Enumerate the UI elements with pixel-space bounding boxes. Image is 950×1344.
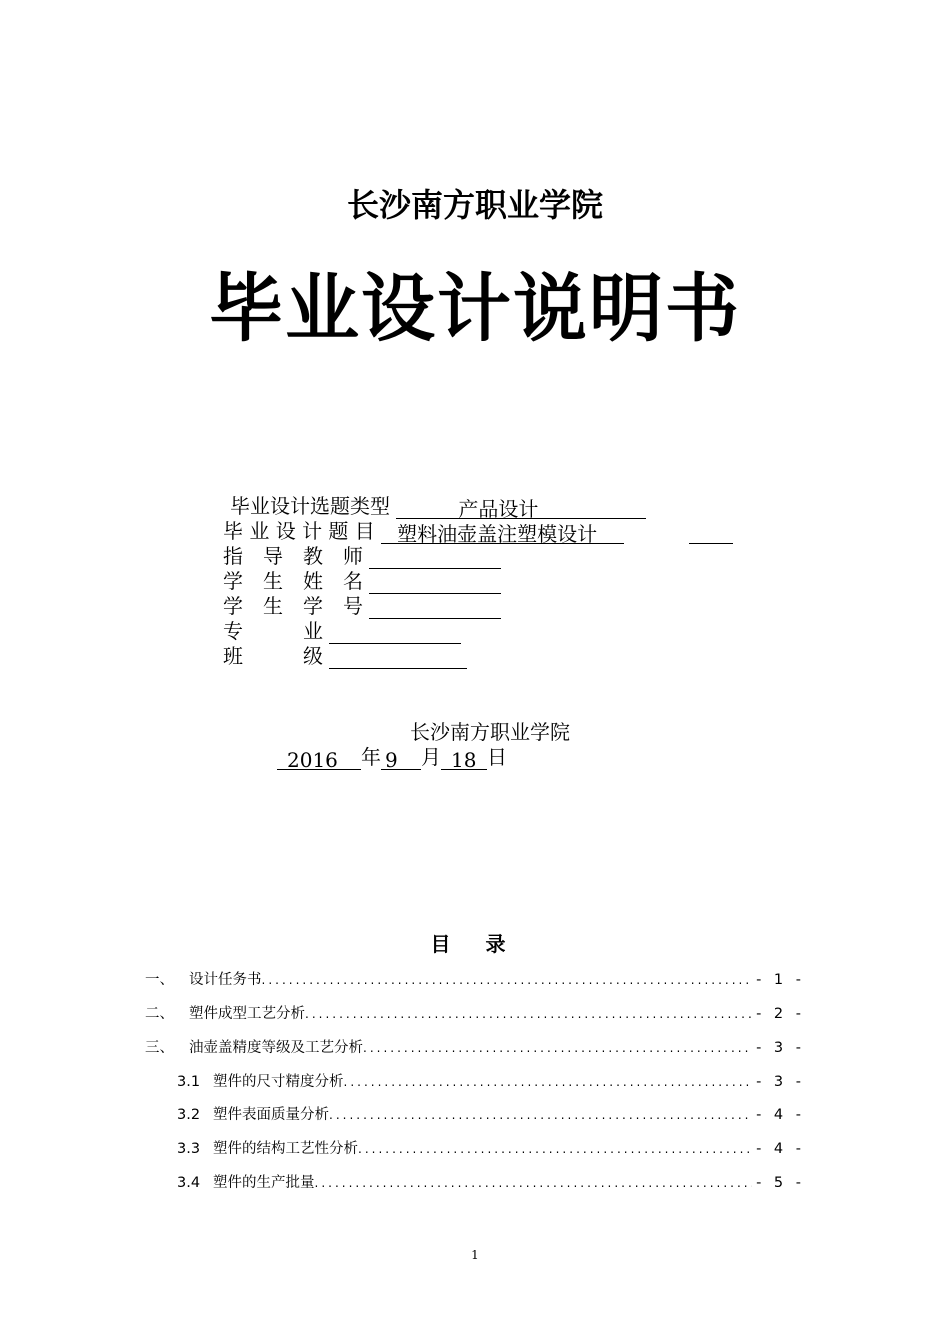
topic-field: [381, 522, 624, 544]
toc-title: 目 录: [430, 932, 520, 956]
toc-item[interactable]: [177, 1137, 805, 1158]
toc-dot-leader: [262, 973, 753, 987]
toc-item-text: 塑件表面质量分析: [213, 1107, 329, 1123]
major-field: [329, 622, 461, 644]
class-field: [329, 647, 467, 669]
toc-dot-leader: [363, 1041, 752, 1055]
toc-dot-leader: [315, 1176, 753, 1190]
info-row-teacher: [223, 544, 501, 569]
page-number: 1: [471, 1248, 479, 1262]
toc-item-number: 3.3: [177, 1141, 201, 1157]
info-row-id: [223, 594, 501, 619]
toc-item[interactable]: [145, 1002, 805, 1023]
teacher-label: 指 导 教 师: [223, 544, 363, 568]
toc-item-page: - 5 -: [756, 1175, 805, 1191]
year-value: 2016: [287, 748, 338, 772]
day-field: [441, 748, 487, 770]
toc-dot-leader: [358, 1142, 752, 1156]
toc-item-page: - 1 -: [756, 972, 805, 988]
info-row-student: [223, 569, 501, 594]
toc-item-number: 一、: [145, 972, 174, 988]
year-unit: 年: [361, 745, 381, 769]
type-field: [396, 497, 646, 519]
day-value: 18: [451, 748, 477, 772]
month-field: [381, 748, 421, 770]
toc-dot-leader: [329, 1108, 752, 1122]
toc-item[interactable]: [177, 1171, 805, 1192]
info-row-class: [223, 644, 467, 669]
toc-item-page: - 2 -: [756, 1006, 805, 1022]
date-line: [277, 741, 507, 770]
toc-item[interactable]: [145, 1036, 805, 1057]
toc-item-number: 3.4: [177, 1175, 201, 1191]
id-field: [369, 597, 501, 619]
teacher-field: [369, 547, 501, 569]
toc-item-text: 塑件成型工艺分析: [189, 1006, 305, 1022]
toc-item[interactable]: [177, 1103, 805, 1124]
major-label: 专 业: [223, 619, 323, 643]
year-field: [277, 748, 361, 770]
toc-item-page: - 4 -: [756, 1141, 805, 1157]
toc-item[interactable]: [145, 968, 805, 989]
toc-item-page: - 3 -: [756, 1040, 805, 1056]
id-label: 学 生 学 号: [223, 594, 363, 618]
info-row-topic: [223, 519, 733, 544]
toc-item-text: 塑件的生产批量: [213, 1175, 315, 1191]
type-value: 产品设计: [458, 497, 539, 521]
footer-school: 长沙南方职业学院: [410, 720, 570, 744]
student-label: 学 生 姓 名: [223, 569, 363, 593]
student-field: [369, 572, 501, 594]
toc-item-text: 塑件的结构工艺性分析: [213, 1141, 358, 1157]
toc-dot-leader: [344, 1075, 753, 1089]
toc-item-text: 塑件的尺寸精度分析: [213, 1074, 344, 1090]
topic-label: 毕 业 设 计 题 目: [223, 519, 375, 543]
toc-item-number: 二、: [145, 1006, 174, 1022]
toc-dot-leader: [305, 1007, 752, 1021]
info-row-major: [223, 619, 461, 644]
toc-item-number: 三、: [145, 1040, 174, 1056]
document-title: 毕业设计说明书: [209, 266, 741, 352]
class-label: 班 级: [223, 644, 323, 668]
toc-item-text: 设计任务书: [189, 972, 262, 988]
month-value: 9: [385, 748, 398, 772]
school-name: 长沙南方职业学院: [346, 186, 603, 224]
toc-item-number: 3.1: [177, 1074, 201, 1090]
toc-item-number: 3.2: [177, 1107, 201, 1123]
topic-field-extra: [689, 522, 733, 544]
toc-item-page: - 4 -: [756, 1107, 805, 1123]
toc-item[interactable]: [177, 1070, 805, 1091]
toc-item-text: 油壶盖精度等级及工艺分析: [189, 1040, 363, 1056]
info-row-type: [230, 494, 646, 519]
toc-item-page: - 3 -: [756, 1074, 805, 1090]
day-unit: 日: [487, 745, 507, 769]
type-label: 毕业设计选题类型: [230, 494, 390, 518]
topic-value: 塑料油壶盖注塑模设计: [397, 522, 598, 546]
month-unit: 月: [421, 745, 441, 769]
